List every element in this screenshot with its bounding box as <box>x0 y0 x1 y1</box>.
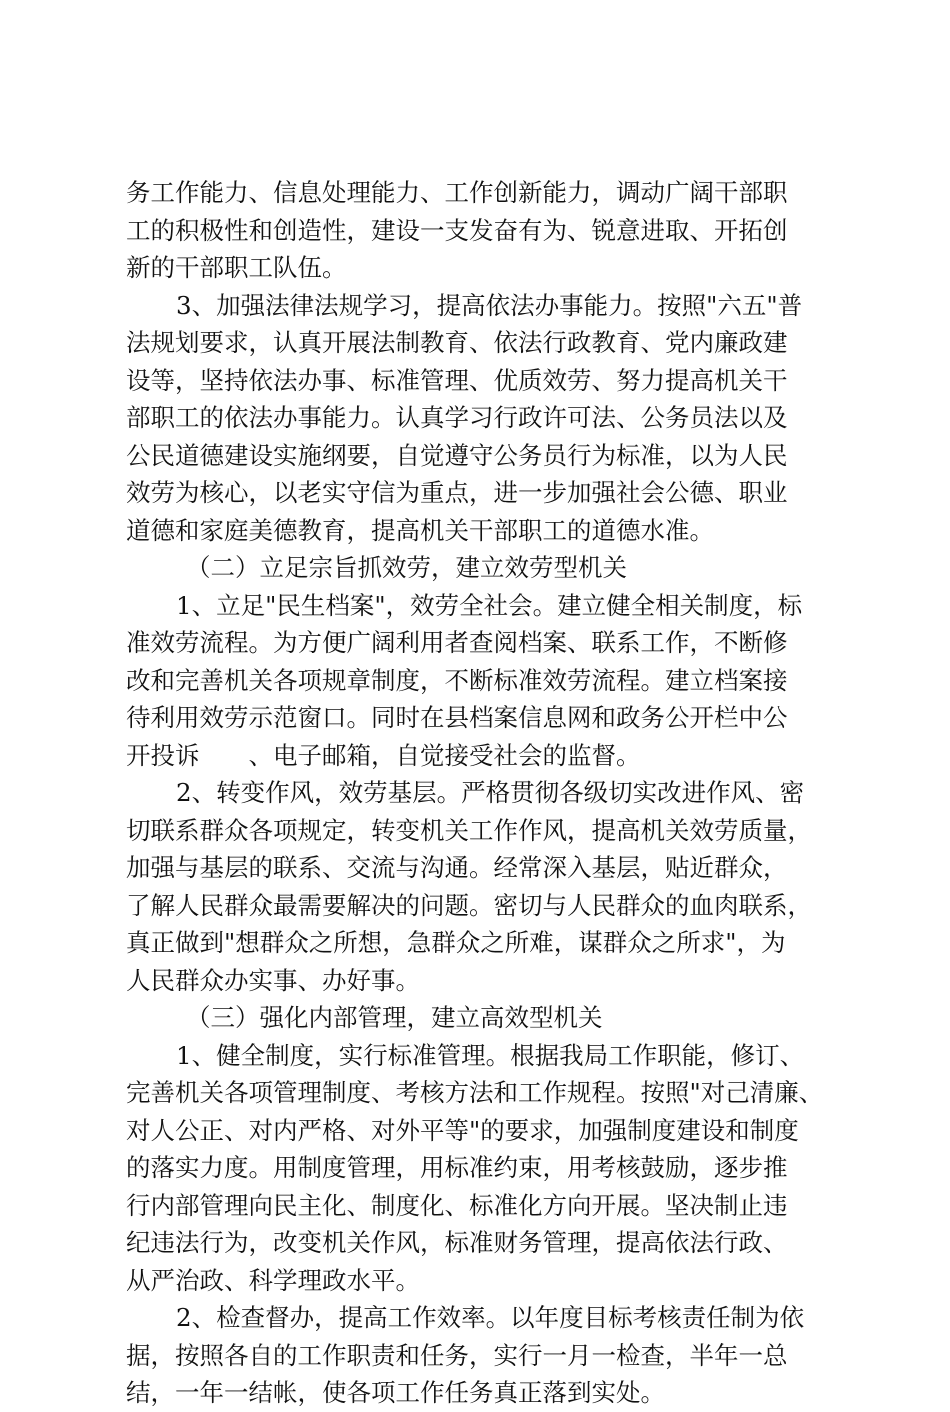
text-line: 纪违法行为，改变机关作风，标准财务管理，提高依法行政、 <box>126 1228 788 1257</box>
document-body <box>126 174 838 1412</box>
text-line: 的落实力度。用制度管理，用标准约束，用考核鼓励，逐步推 <box>126 1153 788 1182</box>
text-line: 法规划要求，认真开展法制教育、依法行政教育、党内廉政建 <box>126 328 788 357</box>
text-line: 行内部管理向民主化、制度化、标准化方向开展。坚决制止违 <box>126 1190 788 1220</box>
text-line: 了解人民群众最需要解决的问题。密切与人民群众的血肉联系， <box>126 890 812 920</box>
text-line: 加强与基层的联系、交流与沟通。经常深入基层，贴近群众， <box>126 853 788 882</box>
paragraph-start-line: 3、加强法律法规学习，提高依法办事能力。按照"六五"普 <box>176 290 803 320</box>
paragraph-start-line: 1、健全制度，实行标准管理。根据我局工作职能，修订、 <box>176 1040 805 1070</box>
text-line: 从严治政、科学理政水平。 <box>126 1265 420 1295</box>
paragraph-start-line: 1、立足"民生档案"，效劳全社会。建立健全相关制度，标 <box>176 590 803 620</box>
text-line: 完善机关各项管理制度、考核方法和工作规程。按照"对己清廉、 <box>126 1078 824 1107</box>
text-line: 道德和家庭美德教育，提高机关干部职工的道德水准。 <box>126 515 714 545</box>
section-heading: （二）立足宗旨抓效劳，建立效劳型机关 <box>186 553 627 582</box>
text-line: 工的积极性和创造性，建设一支发奋有为、锐意进取、开拓创 <box>126 215 788 245</box>
text-line: 对人公正、对内严格、对外平等"的要求，加强制度建设和制度 <box>126 1115 799 1145</box>
text-line: 待利用效劳示范窗口。同时在县档案信息网和政务公开栏中公 <box>126 703 788 732</box>
text-line: 公民道德建设实施纲要，自觉遵守公务员行为标准，以为人民 <box>126 440 788 470</box>
text-line: 结，一年一结帐，使各项工作任务真正落到实处。 <box>126 1378 665 1407</box>
text-line: 开投诉 、电子邮箱，自觉接受社会的监督。 <box>126 740 641 770</box>
paragraph-start-line: 2、转变作风，效劳基层。严格贯彻各级切实改进作风、密 <box>176 778 805 807</box>
text-line: 据，按照各自的工作职责和任务，实行一月一检查，半年一总 <box>126 1340 788 1370</box>
text-line: 效劳为核心，以老实守信为重点，进一步加强社会公德、职业 <box>126 478 788 507</box>
text-line: 真正做到"想群众之所想，急群众之所难，谋群众之所求"，为 <box>126 928 786 957</box>
text-line: 准效劳流程。为方便广阔利用者查阅档案、联系工作，不断修 <box>126 628 788 657</box>
paragraph-start-line: 2、检查督办，提高工作效率。以年度目标考核责任制为依 <box>176 1303 805 1332</box>
text-line: 新的干部职工队伍。 <box>126 253 347 282</box>
text-line: 部职工的依法办事能力。认真学习行政许可法、公务员法以及 <box>126 403 788 432</box>
text-line: 人民群众办实事、办好事。 <box>126 965 420 995</box>
text-line: 切联系群众各项规定，转变机关工作作风，提高机关效劳质量， <box>126 815 812 845</box>
text-line: 设等，坚持依法办事、标准管理、优质效劳、努力提高机关干 <box>126 365 788 395</box>
text-line: 务工作能力、信息处理能力、工作创新能力，调动广阔干部职 <box>126 178 788 207</box>
section-heading: （三）强化内部管理，建立高效型机关 <box>186 1003 603 1032</box>
text-line: 改和完善机关各项规章制度，不断标准效劳流程。建立档案接 <box>126 665 788 695</box>
